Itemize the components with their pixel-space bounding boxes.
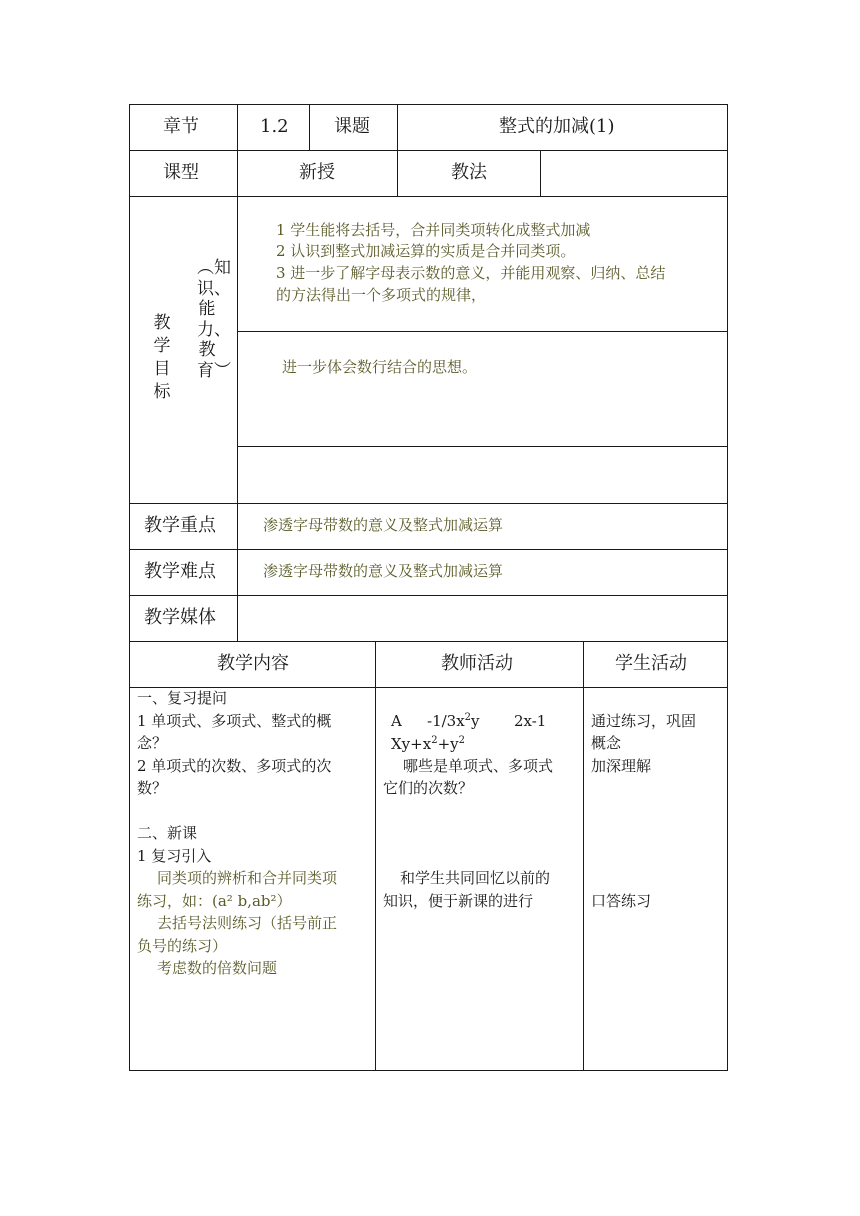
difficulty-value: 渗透字母带数的意义及整式加减运算 xyxy=(263,562,504,580)
review-question-cont: 念？ xyxy=(137,734,168,752)
knowledge-line: 1 学生能将去括号，合并同类项转化成整式加减 xyxy=(276,221,591,239)
expression-b: $-1/3x^2y$ xyxy=(427,712,480,730)
lesson-type-label: 课型 xyxy=(163,162,199,183)
student-line: 口答练习 xyxy=(591,892,652,910)
column-header-teacher: 教师活动 xyxy=(441,653,513,674)
expression-c: 2x-1 xyxy=(514,712,547,730)
teacher-recall: 和学生共同回忆以前的 xyxy=(400,869,551,887)
ability-objective: 进一步体会数行结合的思想。 xyxy=(282,358,478,376)
content-line: 练习，如：(a² b,ab²） xyxy=(137,892,292,910)
chapter-value: 1.2 xyxy=(260,116,289,137)
lesson-type-value: 新授 xyxy=(299,162,335,183)
student-line: 加深理解 xyxy=(591,757,652,775)
topic-value: 整式的加减(1) xyxy=(499,116,615,137)
review-question: 2 单项式的次数、多项式的次 xyxy=(137,757,332,775)
new-lesson-title: 二、新课 xyxy=(137,824,198,842)
expression-a: A xyxy=(391,712,402,730)
content-line: 负号的练习） xyxy=(137,937,228,955)
knowledge-line: 2 认识到整式加减运算的实质是合并同类项。 xyxy=(276,242,576,260)
method-label: 教法 xyxy=(451,162,487,183)
teacher-recall-cont: 知识，便于新课的进行 xyxy=(383,892,534,910)
teacher-question-cont: 它们的次数？ xyxy=(383,779,474,797)
review-title: 一、复习提问 xyxy=(137,689,228,707)
chapter-label: 章节 xyxy=(163,116,199,137)
knowledge-line: 3 进一步了解字母表示数的意义，并能用观察、归纳、总结 xyxy=(276,264,666,282)
media-label: 教学媒体 xyxy=(144,607,216,628)
difficulty-label: 教学难点 xyxy=(144,561,216,582)
content-line: 去括号法则练习（括号前正 xyxy=(157,914,338,932)
student-line: 概念 xyxy=(591,734,622,752)
objectives-sub-label: ︵知识、能力、教育︶ xyxy=(197,258,231,381)
key-point-label: 教学重点 xyxy=(144,515,216,536)
column-header-content: 教学内容 xyxy=(217,653,289,674)
knowledge-line: 的方法得出一个多项式的规律， xyxy=(276,286,487,304)
content-line: 同类项的辨析和合并同类项 xyxy=(157,869,338,887)
intro-title: 1 复习引入 xyxy=(137,847,212,865)
topic-label: 课题 xyxy=(334,116,370,137)
key-point-value: 渗透字母带数的意义及整式加减运算 xyxy=(263,516,504,534)
review-question-cont: 数？ xyxy=(137,779,168,797)
column-header-student: 学生活动 xyxy=(615,653,687,674)
teacher-question: 哪些是单项式、多项式 xyxy=(403,757,554,775)
content-line: 考虑数的倍数问题 xyxy=(157,959,278,977)
objectives-label: 教学目标 xyxy=(153,313,171,402)
review-question: 1 单项式、多项式、整式的概 xyxy=(137,712,332,730)
student-line: 通过练习，巩固 xyxy=(591,712,697,730)
expression-d: $Xy+x^2+y^2$ xyxy=(391,735,465,753)
